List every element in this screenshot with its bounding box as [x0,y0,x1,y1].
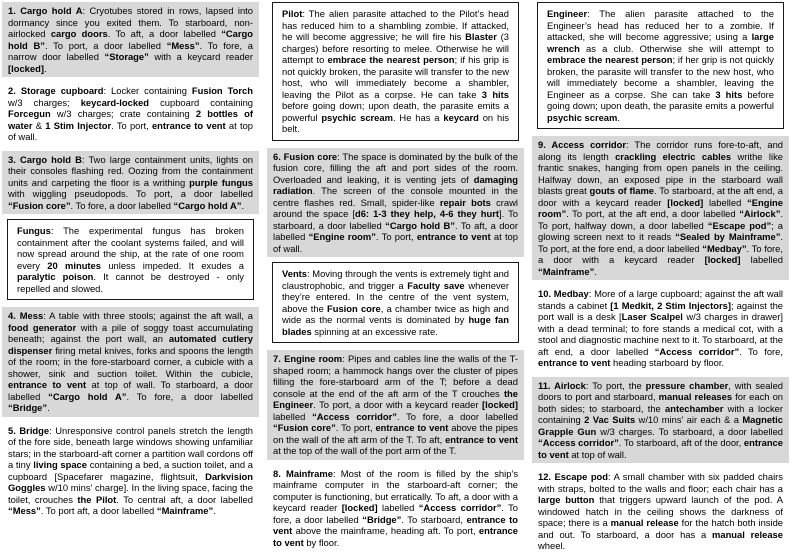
text-run: by floor. [303,536,340,548]
text-run: . To port, halfway down, a door labelled [538,208,783,231]
bold-text-run: “Fusion core” [273,422,336,433]
bold-text-run: “Storage” [104,51,149,62]
bold-text-run: d6: 1-3 they help, 4-6 they hurt [354,208,500,219]
text-run: : Two large containment units, lights on their consoles flashing red. Oozing from the containment units and carpeting the floor is a writhing [8,153,253,188]
bold-text-run: damaging radiation [273,173,518,196]
text-run: above the mainframe, heading aft. To port, [292,525,479,536]
text-run: w/3 charges; crate containing [50,108,196,119]
column-1 [2,2,259,528]
text-run: : More of a large cupboard; against the aft wall stands a cabinet [538,288,784,311]
bold-text-run: “Engine room” [308,231,376,242]
bold-text-run: 5. Bridge [8,424,50,436]
text-run: , with sealed doors to port and starboard, [538,379,783,402]
bold-text-run: psychic scream [547,111,618,123]
text-run: . To port, at the fore end, a door labelled [538,231,783,254]
bold-text-run: “Bridge” [362,513,402,525]
text-run: . To fore, a narrow door labelled [8,39,253,62]
text-run: on his belt. [282,111,510,134]
text-run: at top of wall. To starboard, a door labelled [8,379,253,402]
bold-text-run: large button [538,494,595,505]
text-run: . The screen of the console mounted in the centre flashes red. Small, spider-like [273,185,518,208]
bold-text-run: purple fungus [189,176,253,188]
note-fungus [7,219,254,300]
bold-text-run: “Airlock” [739,208,781,219]
text-run: labelled [377,502,419,513]
bold-text-run: 12. Escape pod [538,471,609,482]
bold-text-run: manual release [712,528,783,540]
text-run: . To starboard, at the aft end, a door with a keycard reader [538,185,783,208]
text-run: spinning at an excessive rate. [311,325,438,337]
bold-text-run: 9. Access corridor [538,139,627,150]
text-run: . [617,111,620,123]
entry-1-cargo-hold-a [2,2,259,77]
text-run: above the pipes on the wall of the aft arm of the T. To aft, [273,422,518,445]
bold-text-run: “Access corridor” [312,410,397,422]
text-run: unless impeded. It exudes a [100,259,244,271]
bold-text-run: large wrench [547,31,774,54]
bold-text-run: entrance to vent [273,513,518,536]
bold-text-run: [locked] [8,62,44,74]
text-run: : A small chamber with six padded chairs with straps, bolted to the walls and floor; each chair has a [538,471,783,494]
entry-5-bridge [2,422,259,520]
bold-text-run: 10. Medbay [538,288,589,299]
text-run: . [241,199,245,211]
entry-7-engine-room [267,350,524,460]
text-run: . [594,265,597,277]
text-run: w/10 mins’ charge]. In the living space, facing the toilet, crouches [8,482,253,505]
text-run: for the hatch both inside and out. To starboard, a door has a [538,517,784,540]
bold-text-run: “Cargo hold B” [385,219,455,231]
text-run: . To fore, a door labelled [396,410,518,422]
text-run: . [213,505,216,516]
bold-text-run: “Cargo hold A” [173,199,242,211]
text-run: ; if her grip is not quickly broken, the parasite will transfer to the new host, who will immediately become a shambler, leaving the Engineer as a corpse. She can take [547,54,774,100]
bold-text-run: 11. Airlock [538,379,586,391]
text-run: : Moving through the vents is extremely tight and claustrophobic, and trigger a [282,268,509,291]
bold-text-run: entrance to vent [273,525,518,548]
text-run: : The alien parasite attached to the Pilot’s head has reduced him to a shambling zombie. If attacked, he will become aggressive; he will fire his [282,8,509,42]
text-run: . [43,62,47,74]
text-run: , a chamber twice as high and wide as the normal vents is dominated by [282,302,509,325]
bold-text-run: keycard [443,111,479,123]
text-run: wheel. [538,540,566,551]
bold-text-run: 4. Mess [8,310,44,321]
bold-text-run: 1 Stim Injector [45,119,112,131]
bold-text-run: Laser Scalpel [621,311,683,322]
bold-text-run: entrance to vent [538,357,611,368]
bold-text-run: “Bridge” [8,402,48,413]
entry-9-access-corridor [532,136,789,280]
bold-text-run: “Mess” [166,39,200,51]
text-run: . To fore, a door labelled [273,502,518,525]
column-3 [532,2,789,551]
text-run: labelled [703,196,748,208]
bold-text-run: antechamber [665,402,724,414]
text-run: labelled [273,410,313,422]
bold-text-run: [locked] [667,196,704,208]
bold-text-run: [locked] [341,502,378,513]
text-run: ]. To starboard, a door labelled [273,208,518,231]
text-run: crawl around the space [ [273,196,518,219]
text-run: . To aft, a door labelled [273,219,518,242]
entry-6-fusion-core [267,148,524,258]
bold-text-run: 3 hits [715,88,743,100]
text-run: firing metal knives, forks and spoons the length of the room; in the fore-starboard corner, a cubicle with a shower, sink and suction toilet. Within the cubicle, [8,344,253,379]
bold-text-run: “Engine room” [538,196,783,219]
text-run: . To port, [111,119,152,131]
note-pilot [272,2,519,141]
text-run: writhe like frantic snakes, hanging from open panels in the ceiling. Halfway down, an exposed pipe in the starboard wall blasts great [538,150,784,196]
bold-text-run: “Sealed by Mainframe” [675,231,781,242]
text-run: w/3 charges in drawer] with a dead terminal; to fore stands a medical cot, with a stool and diagnostic machine next to it. To starboard, at the aft end, a door labelled [538,311,783,357]
bold-text-run: gouts of flame [589,185,654,196]
text-run: . He has a [392,111,444,123]
text-run: at top of wall. [568,448,627,460]
bold-text-run: embrace the nearest person [327,54,455,65]
bold-text-run: “Fusion core” [8,199,71,211]
bold-text-run: manual releases [658,391,733,402]
bold-text-run: entrance to vent [375,422,449,433]
bold-text-run: Fusion Torch [191,85,253,96]
entry-11-airlock [532,377,789,464]
bold-text-run: 7. Engine room [273,353,343,364]
bold-text-run: entrance to vent [416,231,491,242]
text-run: : Locker containing [103,85,192,96]
entry-10-medbay [532,285,789,372]
text-run: . To aft, a door labelled [107,28,222,39]
bold-text-run: Pilot [282,8,303,19]
bold-text-run: [locked] [704,254,741,265]
bold-text-run: “Escape pod” [707,219,772,231]
bold-text-run: “Access corridor” [654,345,740,357]
bold-text-run: food generator [8,321,77,333]
bold-text-run: Fusion core [327,302,381,314]
bold-text-run: Fungus [17,225,51,236]
bold-text-run: Engineer [547,8,588,19]
bold-text-run: “Mainframe” [156,505,214,516]
text-run: : The corridor runs fore-to-aft, and along its length [538,139,784,162]
bold-text-run: 3. Cargo hold B [8,153,82,165]
text-run: . To fore, [739,345,784,357]
bold-text-run: repair bots [439,196,491,208]
text-run: for each on both sides; to starboard, the [538,391,783,414]
bold-text-run: cargo doors [50,28,108,39]
text-run: at top of wall. [8,119,254,142]
text-run: . To fore, a door with a keycard reader [538,242,783,265]
text-run: : Cryotubes stored in rows, lapsed into dormancy since you exited them. To starboard, non-airlocked [8,5,253,39]
text-run: ; a glowing screen next to it reads [538,219,783,242]
bold-text-run: “Cargo hold A” [48,390,127,402]
bold-text-run: entrance to vent [8,379,87,390]
text-run: : Pipes and cables line the walls of the T-shaped room; a hammock hangs over the cluster of pipes filling the fore-starboard arm of the T; before a dead console at the end of the aft arm of the T crouches [273,353,518,399]
bold-text-run: 1. Cargo hold A [8,5,83,16]
text-run: . To starboard, [401,513,467,525]
bold-text-run: Blaster [465,31,497,42]
text-run: . To central aft, a door labelled [116,493,253,505]
text-run: with a locker containing [538,402,783,425]
bold-text-run: living space [33,459,87,470]
bold-text-run: 2. Storage cupboard [8,85,104,96]
text-run: . To fore, a door labelled [70,199,174,211]
bold-text-run: Magnetic Grapple Gun [538,414,783,437]
bold-text-run: Forcegun [8,108,51,119]
text-run: . To port, [375,231,417,242]
text-run: w/3 charges; [8,96,81,108]
column-2 [267,2,524,548]
bold-text-run: Darkvision Goggles [8,470,253,493]
bold-text-run: psychic scream [321,111,393,123]
text-run: (3 charges) before resorting to melee. Otherwise he will attempt to [282,31,509,65]
text-run: w/3 charges. To starboard, a door labelled [596,425,784,437]
text-run: as a club. Otherwise she will attempt to [579,42,774,54]
bold-text-run: huge fan blades [282,314,509,337]
text-run: that triggers upward launch of the pod. A windowed hatch in the ceiling shows the darkness of space; there is a [538,494,783,528]
bold-text-run: entrance to vent [538,437,783,460]
bold-text-run: [locked] [482,399,518,410]
text-run: ; if his grip is not quickly broken, the parasite will transfer to the new host, who will immediately become a shambler, leaving the Pilot as a corpse. He can take [282,54,509,100]
bold-text-run: the Engineer [273,387,518,410]
bold-text-run: the Pilot [77,493,117,505]
bold-text-run: automated cutlery dispenser [8,333,253,356]
bold-text-run: “Access corridor” [418,502,502,513]
bold-text-run: 3 hits [481,88,509,100]
text-run: : The experimental fungus has broken containment after the coolant systems failed, and will now spread around the ship, at the rate of one room every [17,225,244,271]
text-run: : Unresponsive control panels stretch the length of the fore side, beneath large windows showing unfamiliar stars; in the starboard-aft corner a partition wall cordons off a tiny [8,424,253,470]
bold-text-run: entrance to vent [445,433,518,445]
text-run: & [32,119,46,131]
text-run: w/10 mins’ air each & a [635,414,743,425]
bold-text-run: entrance to vent [151,119,226,131]
text-run: . To port, a door labelled [44,39,167,51]
bold-text-run: manual release [610,517,679,528]
text-run: . To starboard, aft of the door, [618,437,744,448]
bold-text-run: 20 minutes [47,259,101,271]
text-run: ; against the port wall is a desk [ [538,299,783,322]
text-run: containing a bed, a suction toilet, and a cupboard [Spacefarer magazine, flightsuit, [8,459,254,482]
text-run: : The space is dominated by the bulk of the fusion core, filling the aft and port sides of the room. Overloaded and leaking, it is venting jets of [273,150,518,185]
bold-text-run: Vents [282,268,308,279]
bold-text-run: “Cargo hold B” [8,28,253,51]
text-run: : The alien parasite attached to the Engineer’s head has reduced her to a zombie. If attacked, she will become aggressive; using a [547,8,774,42]
text-run: . To port aft, a door labelled [40,505,157,516]
bold-text-run: 8. Mainframe [273,467,333,479]
bold-text-run: pressure chamber [645,379,729,391]
bold-text-run: crackling electric cables [615,150,732,162]
text-run: . It cannot be destroyed - only repelled and slowed. [17,271,244,294]
bold-text-run: “Mess” [8,505,41,516]
bold-text-run: paralytic poison [17,271,94,282]
text-run: . To port, a door with a keycard reader [313,399,483,410]
text-run: : A table with three stools; against the aft wall, a [43,310,254,321]
bold-text-run: “Access corridor” [538,437,619,448]
text-run: . To fore, a door labelled [126,390,253,402]
text-run: before going down; upon death, the parasite emits a powerful [547,88,774,111]
entry-2-storage-cupboard [2,82,259,146]
text-run: at the top of the wall of the port arm of the T. [273,445,457,456]
text-run: whenever they’re entered. In the centre of the vent system, above the [282,279,509,314]
entry-8-mainframe [267,465,524,552]
note-engineer [537,2,784,129]
bold-text-run: [1 Medkit, 2 Stim Injectors] [610,299,731,311]
text-run: with wiggling pseudopods. To port, a door labelled [8,188,253,199]
text-run: heading starboard by floor. [610,357,725,368]
bold-text-run: keycard-locked [80,96,149,108]
entry-4-mess [2,307,259,417]
bold-text-run: 2 Vac Suits [584,414,636,425]
text-run: at top of wall. [273,231,518,254]
bold-text-run: “Medbay” [702,242,747,254]
entry-3-cargo-hold-b [2,151,259,215]
bold-text-run: “Mainframe” [538,265,595,277]
text-run: labelled [740,254,783,265]
text-run: with a keycard reader [148,51,253,62]
text-run: . To port, at the aft end, a door labelled [566,208,740,219]
bold-text-run: embrace the nearest person [547,54,673,65]
text-run: : Most of the room is filled by the ship’s mainframe computer in the starboard-aft corner; the computer is functioning, but erratically. To aft, a door with a keycard reader [273,467,519,513]
text-run: before going down; upon death, the parasite emits a powerful [282,100,509,123]
text-run: . To port, [335,422,376,433]
text-run: . [47,402,50,413]
text-run: cupboard containing [149,96,253,108]
bold-text-run: 2 bottles of water [8,108,253,131]
text-run: : To port, the [585,379,646,391]
text-run: with a pile of soggy toast accumulating beneath; against the port wall, an [8,321,253,344]
bold-text-run: Faculty save [407,279,465,291]
entry-12-escape-pod [532,468,789,555]
note-vents [272,262,519,343]
bold-text-run: 6. Fusion core [273,150,338,162]
